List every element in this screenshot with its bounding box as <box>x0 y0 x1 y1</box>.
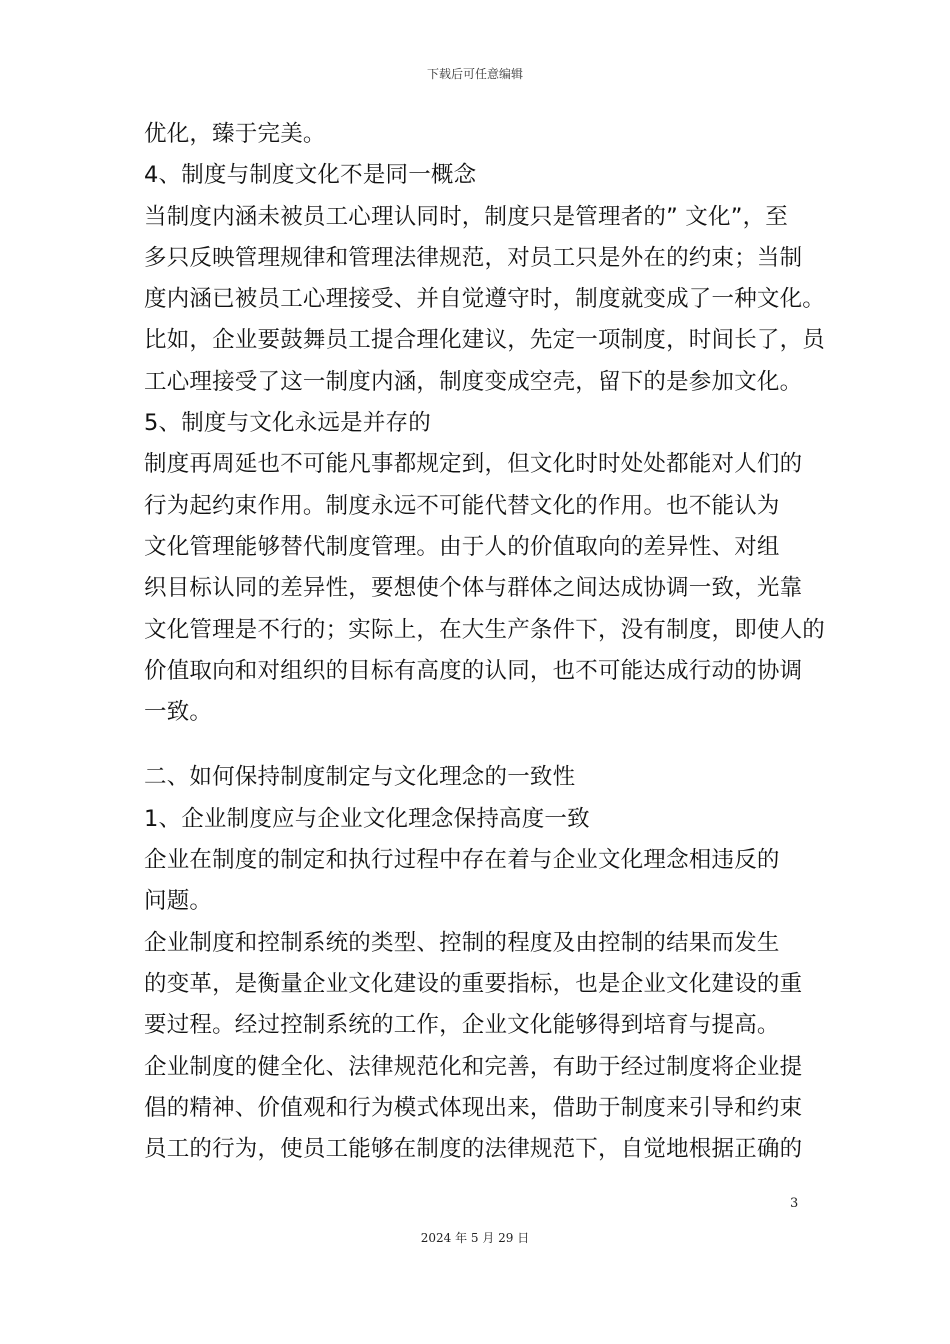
page-header: 下载后可任意编辑 <box>426 67 523 81</box>
paragraph-line: 度内涵已被员工心理接受、并自觉遵守时，制度就变成了一种文化。 <box>144 286 826 313</box>
paragraph-line: 企业制度和控制系统的类型、控制的程度及由控制的结果而发生 <box>144 929 780 956</box>
paragraph-line: 制度再周延也不可能凡事都规定到，但文化时时处处都能对人们的 <box>144 451 803 478</box>
paragraph-line: 文化管理是不行的；实际上，在大生产条件下，没有制度，即使人的 <box>144 616 826 643</box>
paragraph-line: 行为起约束作用。制度永远不可能代替文化的作用。也不能认为 <box>144 492 780 519</box>
paragraph-line: 多只反映管理规律和管理法律规范，对员工只是外在的约束；当制 <box>144 244 803 271</box>
paragraph-line: 工心理接受了这一制度内涵，制度变成空壳，留下的是参加文化。 <box>144 368 803 395</box>
paragraph-line: 要过程。经过控制系统的工作，企业文化能够得到培育与提高。 <box>144 1012 780 1039</box>
page-number: 3 <box>790 1196 799 1211</box>
paragraph-line: 的变革，是衡量企业文化建设的重要指标，也是企业文化建设的重 <box>144 970 803 997</box>
paragraph-line: 企业制度的健全化、法律规范化和完善，有助于经过制度将企业提 <box>144 1053 803 1080</box>
section-heading: 5、制度与文化永远是并存的 <box>144 410 431 437</box>
paragraph-line: 文化管理能够替代制度管理。由于人的价值取向的差异性、对组 <box>144 533 780 560</box>
paragraph-line: 比如，企业要鼓舞员工提合理化建议，先定一项制度，时间长了，员 <box>144 327 826 354</box>
paragraph-line: 价值取向和对组织的目标有高度的认同，也不可能达成行动的协调 <box>144 657 803 684</box>
page-footer-date: 2024 年 5 月 29 日 <box>420 1231 530 1245</box>
paragraph-line: 问题。 <box>144 888 213 915</box>
paragraph-line: 织目标认同的差异性，要想使个体与群体之间达成协调一致，光靠 <box>144 575 803 602</box>
chapter-heading: 二、如何保持制度制定与文化理念的一致性 <box>144 764 576 791</box>
section-heading: 1、企业制度应与企业文化理念保持高度一致 <box>144 805 590 832</box>
paragraph-line: 一致。 <box>144 699 213 726</box>
section-heading: 4、制度与制度文化不是同一概念 <box>144 162 477 189</box>
document-body <box>144 114 824 1170</box>
paragraph-line: 员工的行为，使员工能够在制度的法律规范下，自觉地根据正确的 <box>144 1136 803 1163</box>
paragraph-spacer <box>144 733 824 757</box>
paragraph-line: 企业在制度的制定和执行过程中存在着与企业文化理念相违反的 <box>144 847 780 874</box>
paragraph-line: 倡的精神、价值观和行为模式体现出来，借助于制度来引导和约束 <box>144 1094 803 1121</box>
paragraph-line: 当制度内涵未被员工心理认同时，制度只是管理者的” 文化”，至 <box>144 203 788 230</box>
paragraph-line: 优化，臻于完美。 <box>144 121 326 147</box>
